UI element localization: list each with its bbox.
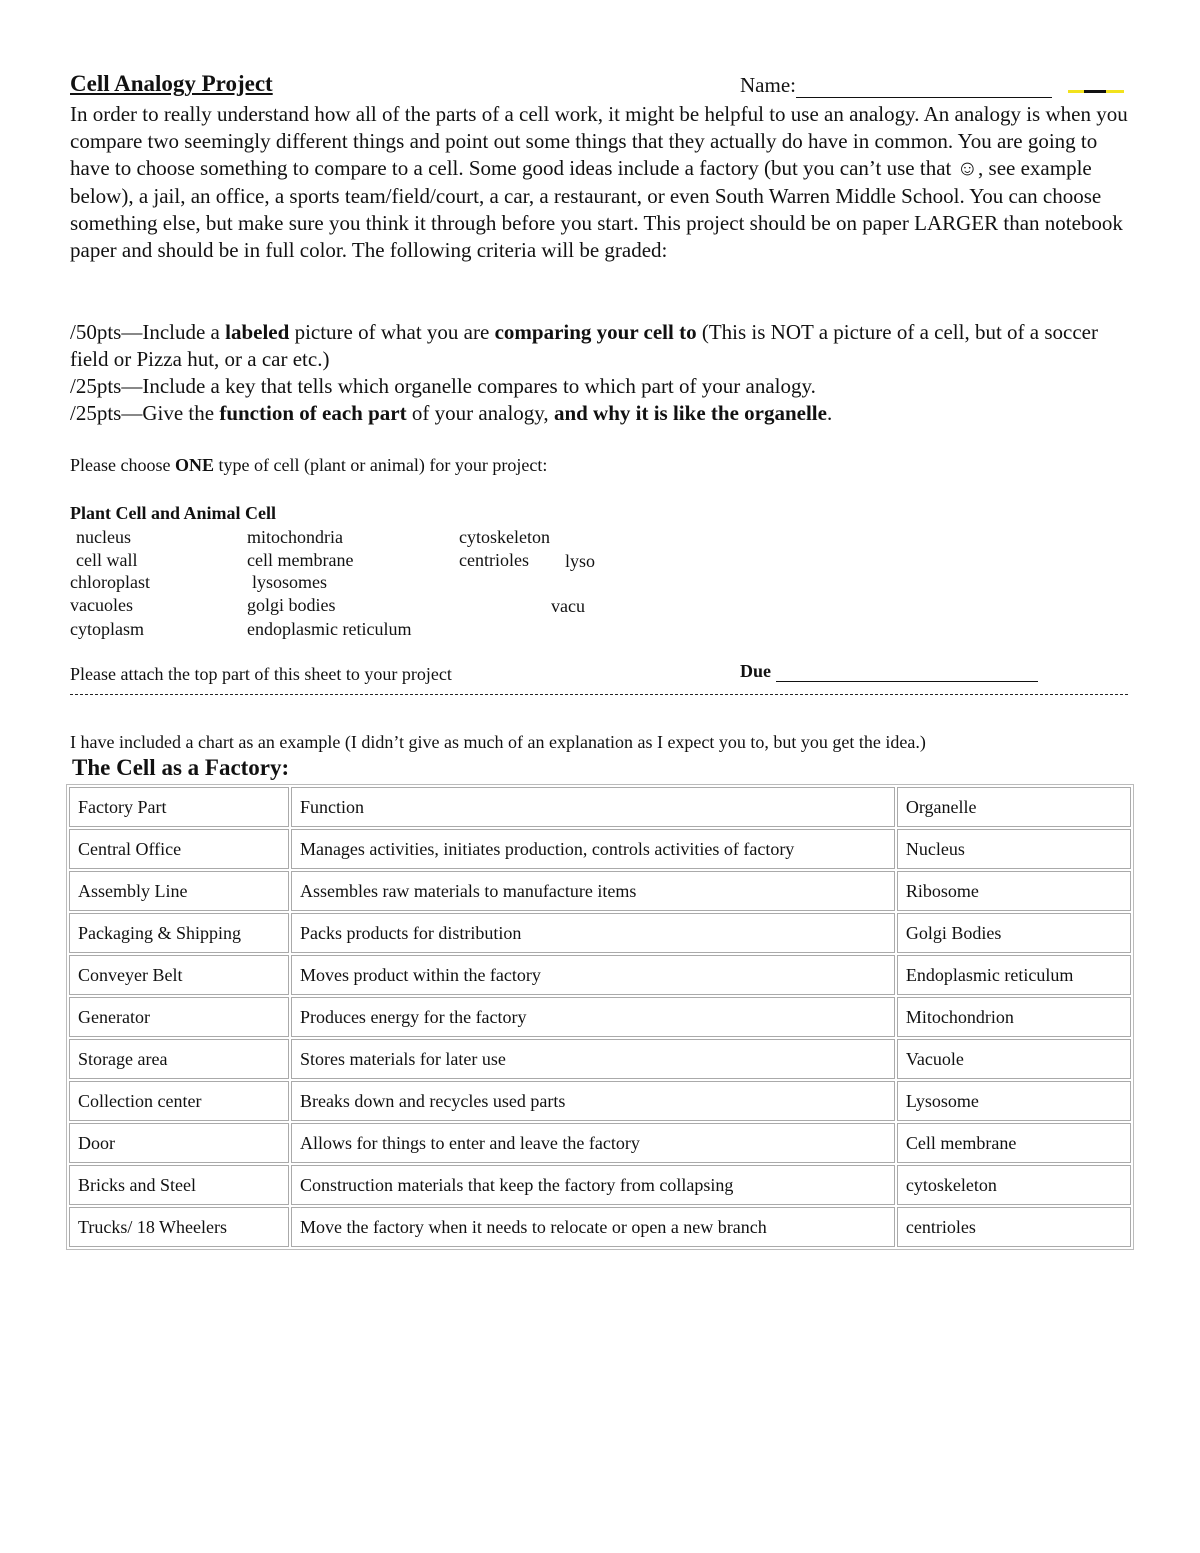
table-row (69, 871, 1131, 911)
cut-line (70, 694, 1128, 695)
choose-instruction: Please choose ONE type of cell (plant or animal) for your project: (70, 455, 548, 475)
organelle-item: nucleus (76, 527, 131, 547)
organelle-item: mitochondria (247, 527, 343, 547)
factory-part-cell: Conveyer Belt (69, 955, 289, 995)
organelle-cell: Ribosome (897, 871, 1131, 911)
table-row (69, 1165, 1131, 1205)
page-title: Cell Analogy Project (70, 71, 273, 96)
organelle-item: endoplasmic reticulum (247, 619, 412, 639)
due-blank-line[interactable] (776, 665, 1038, 682)
factory-part-cell: Central Office (69, 829, 289, 869)
organelle-item: golgi bodies (247, 595, 336, 615)
function-cell: Construction materials that keep the factory from collapsing (291, 1165, 895, 1205)
function-cell: Assembles raw materials to manufacture items (291, 871, 895, 911)
organelle-cell: Golgi Bodies (897, 913, 1131, 953)
margin-note: lyso (565, 551, 596, 571)
column-header: Factory Part (69, 787, 289, 827)
organelle-cell: Lysosome (897, 1081, 1131, 1121)
organelle-cell: Mitochondrion (897, 997, 1131, 1037)
factory-part-cell: Collection center (69, 1081, 289, 1121)
organelle-item: cytoskeleton (459, 527, 550, 547)
organelle-cell: centrioles (897, 1207, 1131, 1247)
function-cell: Produces energy for the factory (291, 997, 895, 1037)
function-cell: Moves product within the factory (291, 955, 895, 995)
due-field[interactable] (740, 661, 1038, 682)
factory-part-cell: Packaging & Shipping (69, 913, 289, 953)
function-cell: Manages activities, initiates production, controls activities of factory (291, 829, 895, 869)
factory-part-cell: Storage area (69, 1039, 289, 1079)
column-header: Function (291, 787, 895, 827)
example-note: I have included a chart as an example (I didn’t give as much of an explanation as I expect you to, but you get the idea.) (70, 732, 926, 752)
organelle-cell: cytoskeleton (897, 1165, 1131, 1205)
factory-part-cell: Door (69, 1123, 289, 1163)
organelle-cell: Endoplasmic reticulum (897, 955, 1131, 995)
factory-part-cell: Assembly Line (69, 871, 289, 911)
organelle-item: centrioles (459, 550, 529, 570)
function-cell: Stores materials for later use (291, 1039, 895, 1079)
criterion-25pts-function: /25pts—Give the function of each part of your analogy, and why it is like the organelle. (70, 401, 833, 425)
table-row (69, 1081, 1131, 1121)
function-cell: Packs products for distribution (291, 913, 895, 953)
attach-instruction: Please attach the top part of this sheet to your project (70, 664, 452, 684)
intro-paragraph: In order to really understand how all of the parts of a cell work, it might be helpful to use an analogy. An analogy is when you compare two seemingly different things and point out some things that they actually do have in common. You are going to have to choose something to compare to a cell. Some good ideas include a factory (but you can’t use that ☺, see example below), a jail, an office, a sports team/field/court, a car, a restaurant, or even South Warren Middle School. You can choose something else, but make sure you think it through before you start. This project should be on paper LARGER than notebook paper and should be in full color. The following criteria will be graded: (70, 102, 1128, 263)
organelle-item: cytoplasm (70, 619, 144, 639)
function-cell: Move the factory when it needs to relocate or open a new branch (291, 1207, 895, 1247)
factory-part-cell: Trucks/ 18 Wheelers (69, 1207, 289, 1247)
table-row (69, 1039, 1131, 1079)
factory-part-cell: Bricks and Steel (69, 1165, 289, 1205)
organelle-list-title: Plant Cell and Animal Cell (70, 503, 277, 523)
organelle-item: lysosomes (252, 572, 328, 592)
organelle-item: cell wall (76, 550, 138, 570)
organelle-item: vacuoles (70, 595, 133, 615)
organelle-cell: Nucleus (897, 829, 1131, 869)
organelle-cell: Vacuole (897, 1039, 1131, 1079)
name-label: Name: (740, 73, 796, 97)
margin-note: vacu (551, 596, 585, 616)
column-header: Organelle (897, 787, 1131, 827)
factory-chart-title: The Cell as a Factory: (72, 755, 290, 780)
table-row (69, 829, 1131, 869)
table-row (69, 913, 1131, 953)
factory-part-cell: Generator (69, 997, 289, 1037)
name-blank-line[interactable] (796, 77, 1052, 98)
table-row (69, 955, 1131, 995)
function-cell: Allows for things to enter and leave the factory (291, 1123, 895, 1163)
name-field[interactable] (740, 73, 1052, 98)
function-cell: Breaks down and recycles used parts (291, 1081, 895, 1121)
highlight-mark (1068, 88, 1124, 95)
organelle-item: cell membrane (247, 550, 354, 570)
due-label: Due (740, 661, 771, 681)
criterion-25pts-key: /25pts—Include a key that tells which organelle compares to which part of your analogy. (70, 374, 816, 398)
organelle-item: chloroplast (70, 572, 150, 592)
table-row (69, 997, 1131, 1037)
organelle-cell: Cell membrane (897, 1123, 1131, 1163)
table-row (69, 1207, 1131, 1247)
table-header-row (69, 787, 1131, 827)
criterion-50pts: /50pts—Include a labeled picture of what you are comparing your cell to (This is NOT a picture of a cell, but of a soccer field or Pizza hut, or a car etc.) (70, 320, 1098, 371)
table-row (69, 1123, 1131, 1163)
factory-table (66, 784, 1134, 1250)
